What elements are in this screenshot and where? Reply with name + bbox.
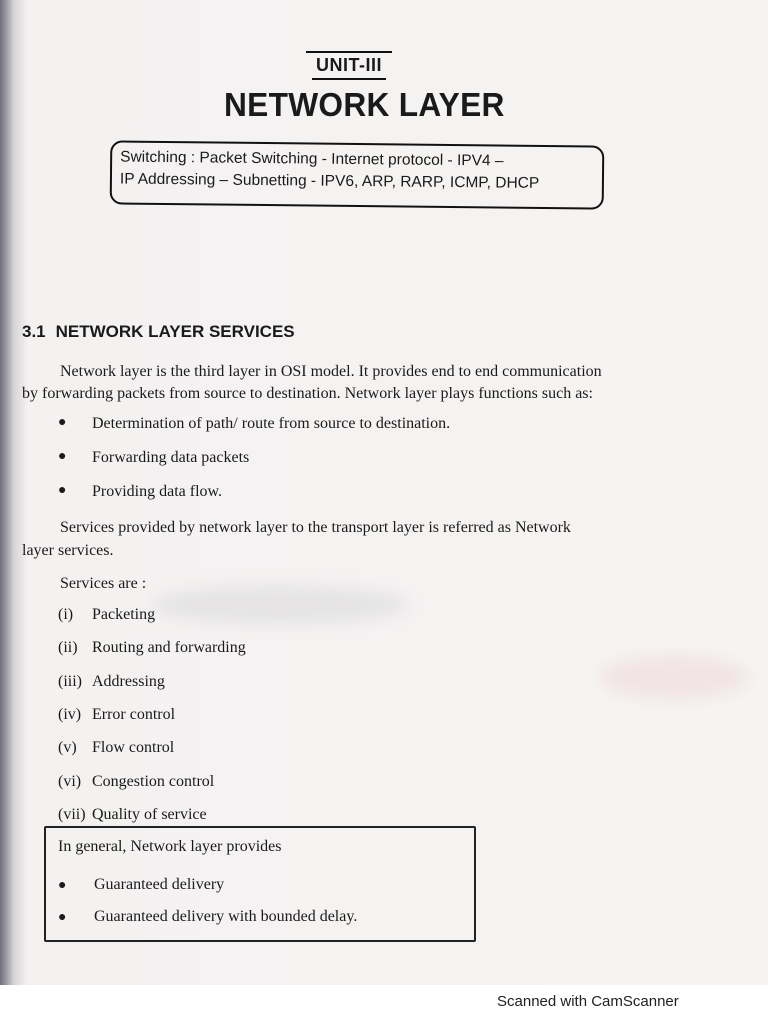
function-text: Forwarding data packets xyxy=(92,449,250,466)
service-item xyxy=(58,706,175,724)
services-intro-line: Services provided by network layer to the transport layer is referred as Network xyxy=(60,519,571,536)
summary-text: Guaranteed delivery xyxy=(94,876,225,893)
scanner-watermark: Scanned with CamScanner xyxy=(497,993,679,1010)
service-index: (ii) xyxy=(58,639,78,656)
summary-item xyxy=(58,876,224,894)
section-heading xyxy=(22,322,295,342)
service-item xyxy=(58,606,155,624)
service-label: Packeting xyxy=(92,606,156,623)
service-label: Error control xyxy=(92,706,176,723)
intro-line: by forwarding packets from source to destination. Network layer plays functions such as: xyxy=(22,385,593,402)
summary-box xyxy=(44,826,476,942)
bullet-icon: ● xyxy=(58,415,67,430)
scan-smudge xyxy=(150,585,410,625)
summary-heading: In general, Network layer provides xyxy=(58,838,282,855)
service-index: (v) xyxy=(58,739,77,756)
function-text: Providing data flow. xyxy=(92,483,223,500)
intro-line: Network layer is the third layer in OSI model. It provides end to end communication xyxy=(60,363,602,380)
bullet-icon: ● xyxy=(58,878,67,893)
page-title: NETWORK LAYER xyxy=(224,86,505,123)
service-item xyxy=(58,806,207,824)
service-label: Addressing xyxy=(92,673,165,690)
service-label: Flow control xyxy=(92,739,175,756)
section-title: NETWORK LAYER SERVICES xyxy=(55,322,295,341)
service-index: (vii) xyxy=(58,806,86,823)
bullet-icon: ● xyxy=(58,910,67,925)
bullet-icon: ● xyxy=(58,449,67,464)
service-index: (i) xyxy=(58,606,74,623)
scan-smudge xyxy=(600,655,750,700)
service-item xyxy=(58,639,246,657)
function-text: Determination of path/ route from source to destination. xyxy=(92,415,451,432)
service-item xyxy=(58,773,214,791)
service-label: Congestion control xyxy=(92,773,215,790)
service-index: (vi) xyxy=(58,773,82,790)
service-label: Routing and forwarding xyxy=(92,639,246,656)
summary-text: Guaranteed delivery with bounded delay. xyxy=(94,908,358,925)
summary-item xyxy=(58,908,357,926)
service-label: Quality of service xyxy=(92,806,207,823)
services-intro-line: layer services. xyxy=(22,542,114,559)
section-number: 3.1 xyxy=(22,322,46,341)
topics-line: Switching : Packet Switching - Internet protocol - IPV4 – xyxy=(120,148,504,170)
services-heading: Services are : xyxy=(60,575,147,592)
topics-box xyxy=(110,140,605,209)
service-item xyxy=(58,673,165,691)
service-index: (iii) xyxy=(58,673,82,690)
service-item xyxy=(58,739,174,757)
topics-line: IP Addressing – Subnetting - IPV6, ARP, RARP, ICMP, DHCP xyxy=(119,170,540,192)
unit-label: UNIT-III xyxy=(312,55,386,80)
service-index: (iv) xyxy=(58,706,82,723)
bullet-icon: ● xyxy=(58,483,67,498)
